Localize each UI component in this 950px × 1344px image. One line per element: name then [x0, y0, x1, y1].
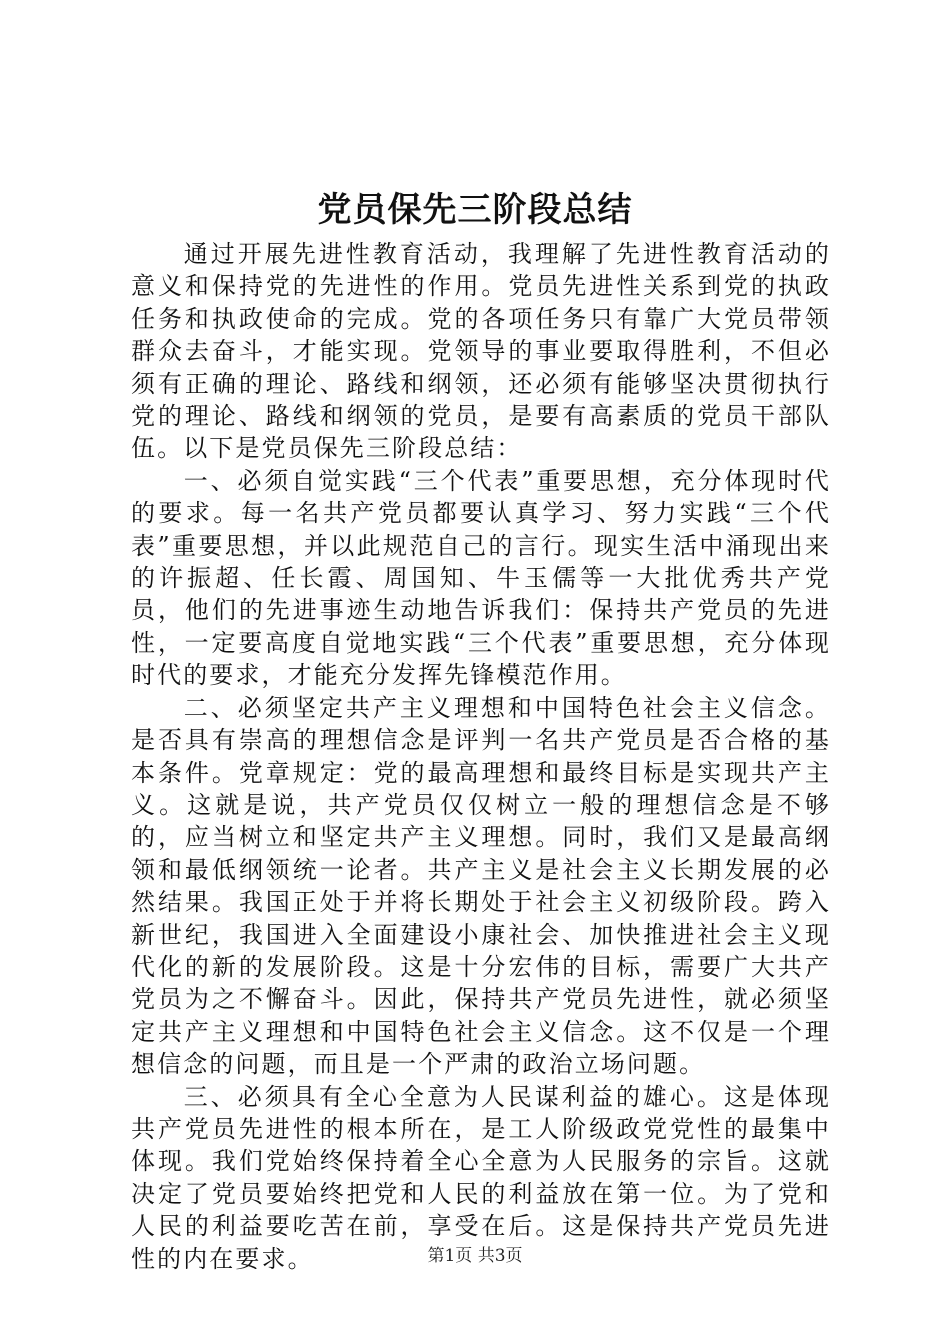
document-title: 党员保先三阶段总结: [317, 190, 633, 230]
page-number-footer: 第1页 共3页: [427, 1246, 523, 1266]
paragraph-point-one: 一、必须自觉实践“三个代表”重要思想，充分体现时代的要求。每一名共产党员都要认真学习、努力实践“三个代表”重要思想，并以此规范自己的言行。现实生活中涌现出来的许振超、任长霞、周国知、牛玉儒等一大批优秀共产党员，他们的先进事迹生动地告诉我们：保持共产党员的先进性，一定要高度自觉地实践“三个代表”重要思想，充分体现时代的要求，才能充分发挥先锋模范作用。: [131, 466, 831, 690]
paragraph-point-two: 二、必须坚定共产主义理想和中国特色社会主义信念。是否具有崇高的理想信念是评判一名共产党员是否合格的基本条件。党章规定：党的最高理想和最终目标是实现共产主义。这就是说，共产党员仅仅树立一般的理想信念是不够的，应当树立和坚定共产主义理想。同时，我们又是最高纲领和最低纲领统一论者。共产主义是社会主义长期发展的必然结果。我国正处于并将长期处于社会主义初级阶段。跨入新世纪，我国进入全面建设小康社会、加快推进社会主义现代化的新的发展阶段。这是十分宏伟的目标，需要广大共产党员为之不懈奋斗。因此，保持共产党员先进性，就必须坚定共产主义理想和中国特色社会主义信念。这不仅是一个理想信念的问题，而且是一个严肃的政治立场问题。: [131, 693, 831, 1079]
document-body: [131, 238, 831, 1275]
paragraph-intro: 通过开展先进性教育活动，我理解了先进性教育活动的意义和保持党的先进性的作用。党员先进性关系到党的执政任务和执政使命的完成。党的各项任务只有靠广大党员带领群众去奋斗，才能实现。党领导的事业要取得胜利，不但必须有正确的理论、路线和纲领，还必须有能够坚决贯彻执行党的理论、路线和纲领的党员，是要有高素质的党员干部队伍。以下是党员保先三阶段总结：: [131, 240, 831, 463]
paragraph-point-three: 三、必须具有全心全意为人民谋利益的雄心。这是体现共产党员先进性的根本所在，是工人阶级政党党性的最集中体现。我们党始终保持着全心全意为人民服务的宗旨。这就决定了党员要始终把党和人民的利益放在第一位。为了党和人民的利益要吃苦在前，享受在后。这是保持共产党员先进性的内在要求。: [131, 1082, 831, 1273]
